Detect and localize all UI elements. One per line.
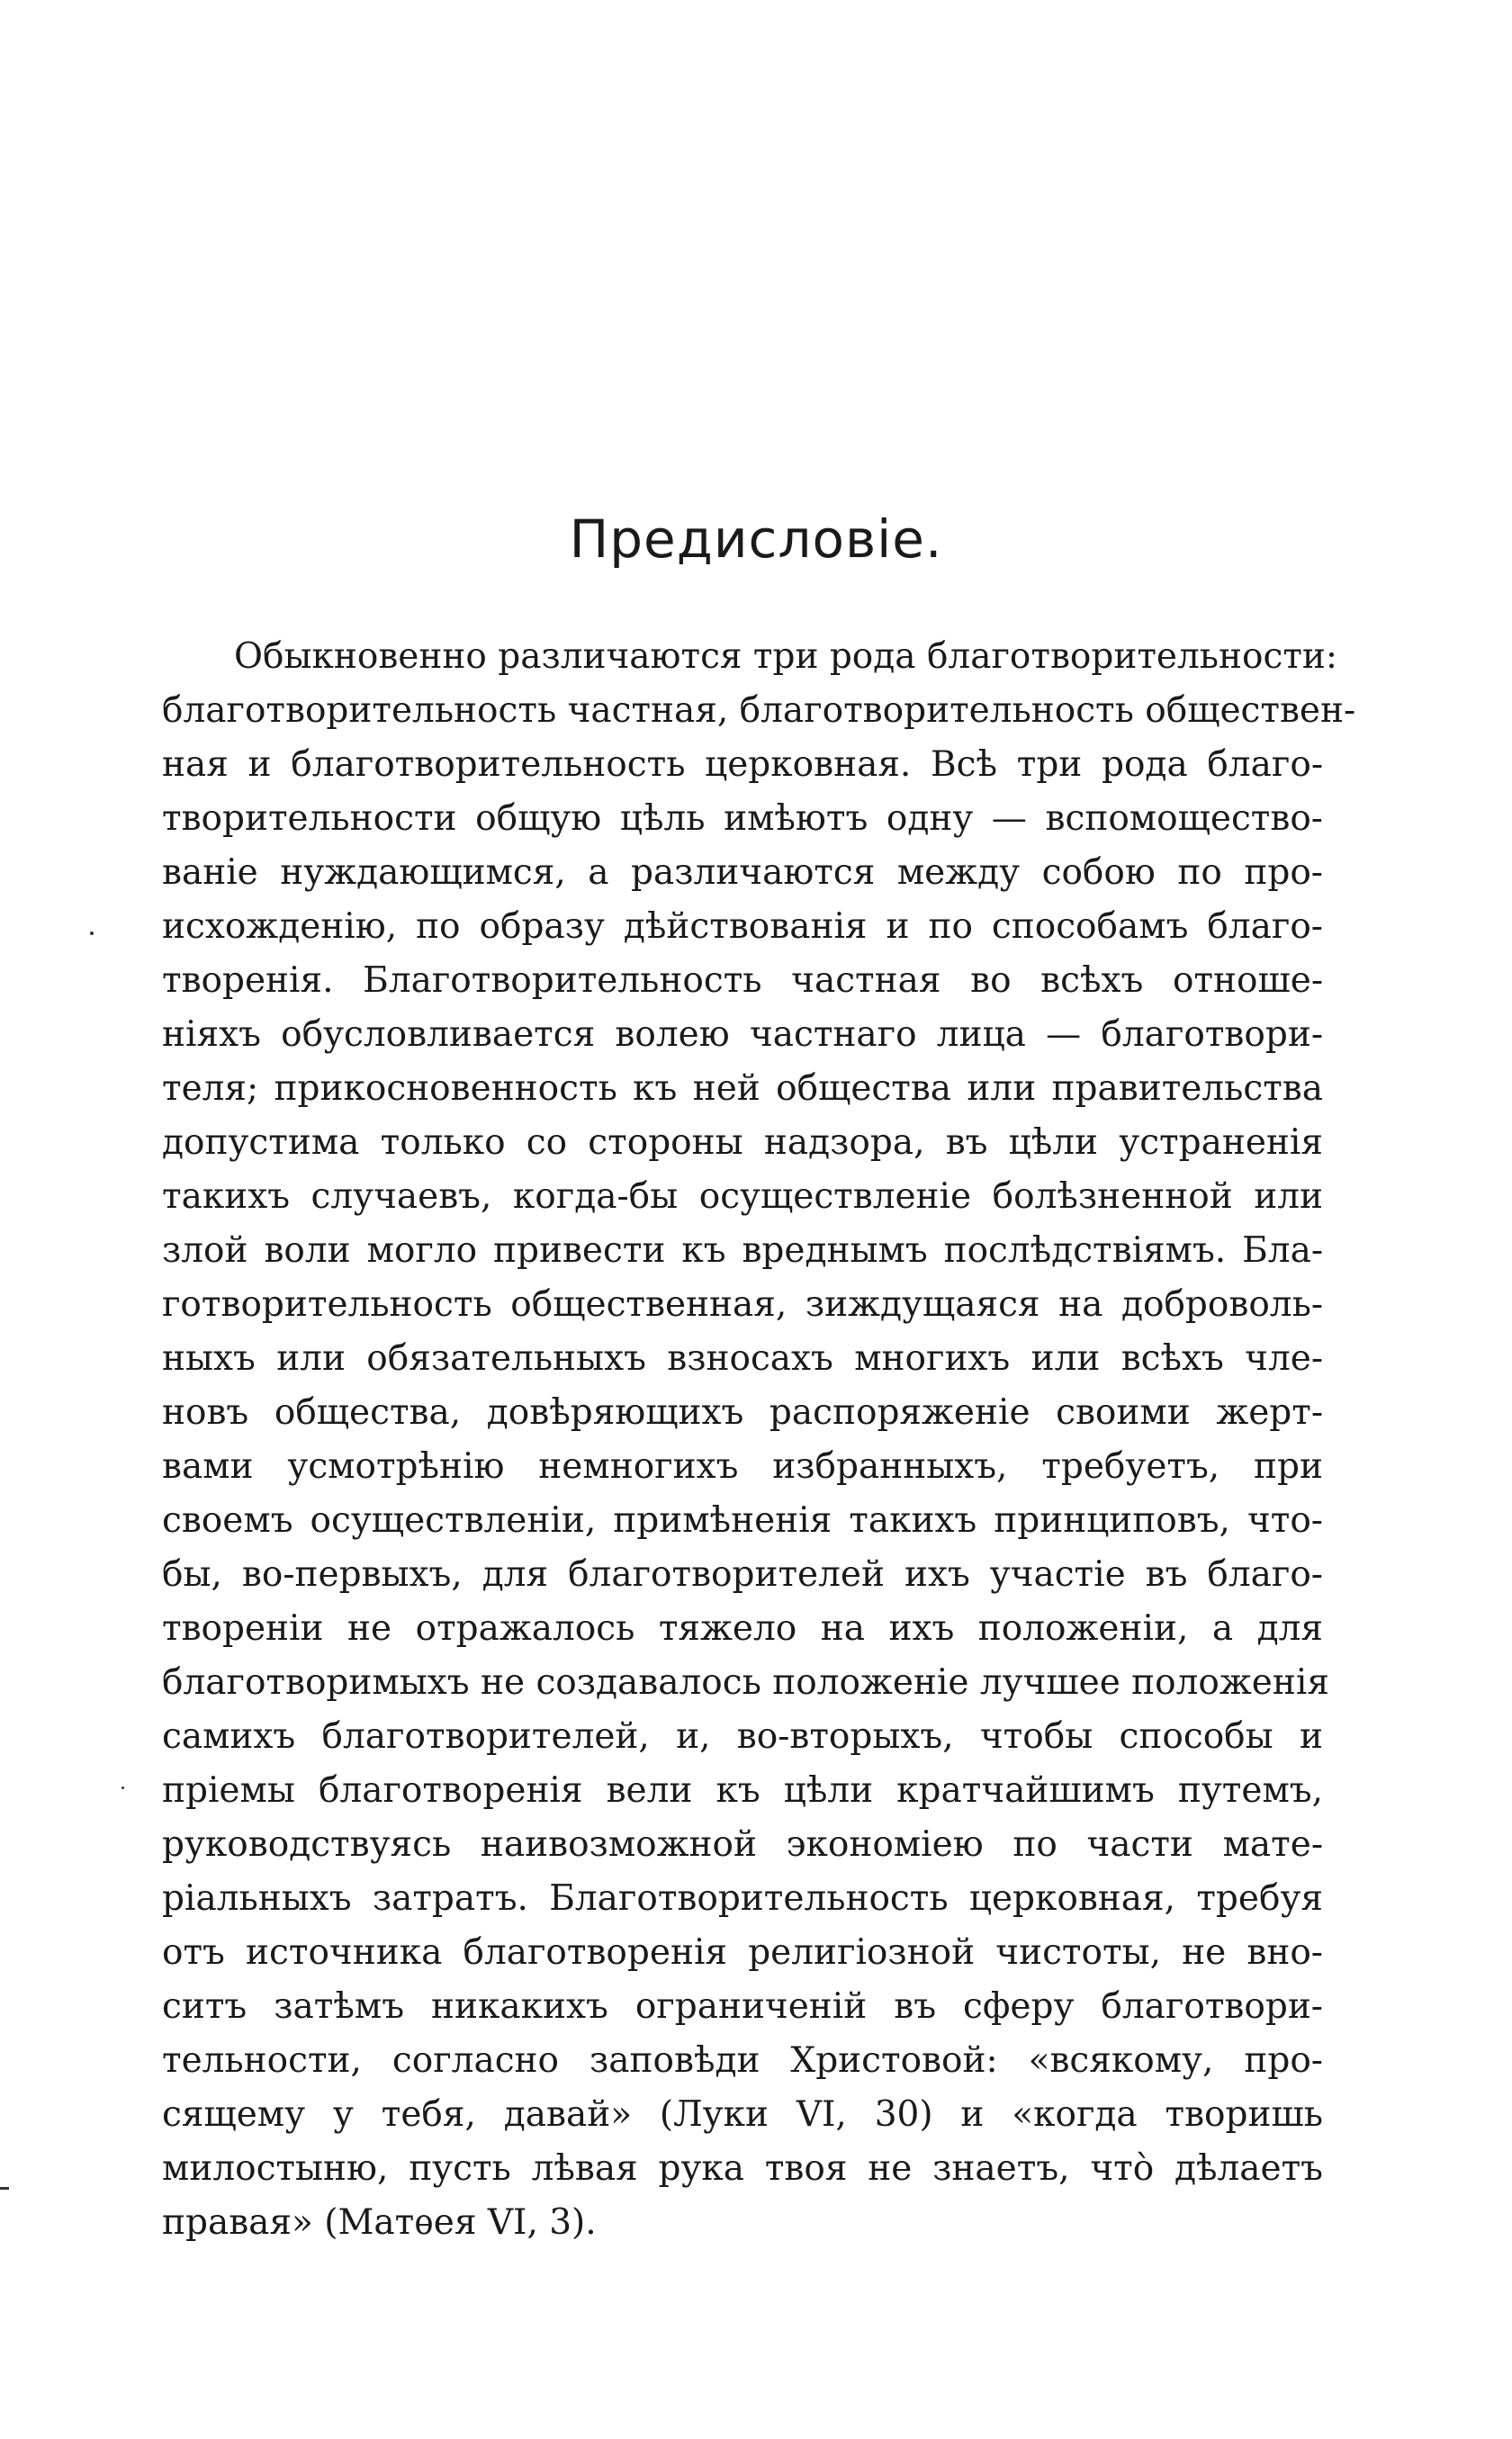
text-line: ситъ затѣмъ никакихъ ограниченій въ сферу благотвори- (162, 1986, 1323, 2027)
text-line: ныхъ или обязательныхъ взносахъ многихъ или всѣхъ чле- (162, 1338, 1323, 1379)
text-line: творенія. Благотворительность частная во всѣхъ отноше- (162, 960, 1323, 1001)
text-line: Обыкновенно различаются три рода благотворительности: (234, 636, 1338, 677)
preface-paragraph (162, 630, 1356, 2250)
text-line: творительности общую цѣль имѣютъ одну — вспомощество- (162, 798, 1323, 839)
text-line: самихъ благотворителей, и, во-вторыхъ, чтобы способы и (162, 1716, 1323, 1757)
page-title: Предисловіе. (569, 508, 943, 570)
text-line: правая» (Матѳея VI, 3). (162, 2202, 597, 2243)
text-line: допустима только со стороны надзора, въ цѣли устраненія (162, 1122, 1323, 1163)
text-line: злой воли могло привести къ вреднымъ послѣдствіямъ. Бла- (162, 1230, 1323, 1271)
text-line: новъ общества, довѣряющихъ распоряженіе своими жерт- (162, 1392, 1323, 1433)
text-line: вами усмотрѣнію немногихъ избранныхъ, требуетъ, при (162, 1446, 1323, 1487)
scan-speck (122, 1786, 124, 1789)
text-line: ніяхъ обусловливается волею частнаго лица — благотвори- (162, 1014, 1323, 1055)
scan-edge-mark (0, 2187, 9, 2190)
text-line: бы, во-первыхъ, для благотворителей ихъ участіе въ благо- (162, 1554, 1323, 1595)
text-line: милостыню, пусть лѣвая рука твоя не знаетъ, что̀ дѣлаетъ (162, 2148, 1323, 2189)
text-line: благотворительность частная, благотворительность обществен- (162, 690, 1356, 731)
text-line: своемъ осуществленіи, примѣненія такихъ принциповъ, что- (162, 1500, 1323, 1541)
text-line: ная и благотворительность церковная. Всѣ три рода благо- (162, 744, 1323, 785)
text-line: такихъ случаевъ, когда-бы осуществленіе болѣзненной или (162, 1176, 1323, 1217)
text-line: ріальныхъ затратъ. Благотворительность церковная, требуя (162, 1878, 1323, 1919)
text-line: готворительность общественная, зиждущаяся на доброволь- (162, 1284, 1323, 1325)
text-line: твореніи не отражалось тяжело на ихъ положеніи, а для (162, 1608, 1323, 1649)
text-line: теля; прикосновенность къ ней общества или правительства (162, 1068, 1323, 1109)
text-line: пріемы благотворенія вели къ цѣли кратчайшимъ путемъ, (162, 1770, 1323, 1811)
text-line: отъ источника благотворенія религіозной чистоты, не вно- (162, 1932, 1323, 1973)
text-line: благотворимыхъ не создавалось положеніе лучшее положенія (162, 1662, 1329, 1703)
scan-speck (90, 932, 94, 935)
text-line: тельности, согласно заповѣди Христовой: «всякому, про- (162, 2040, 1323, 2081)
text-line: руководствуясь наивозможной экономіею по части мате- (162, 1824, 1323, 1865)
text-line: сящему у тебя, давай» (Луки VI, 30) и «когда творишь (162, 2094, 1323, 2135)
text-line: исхожденію, по образу дѣйствованія и по способамъ благо- (162, 906, 1323, 947)
text-line: ваніе нуждающимся, а различаются между собою по про- (162, 852, 1323, 893)
